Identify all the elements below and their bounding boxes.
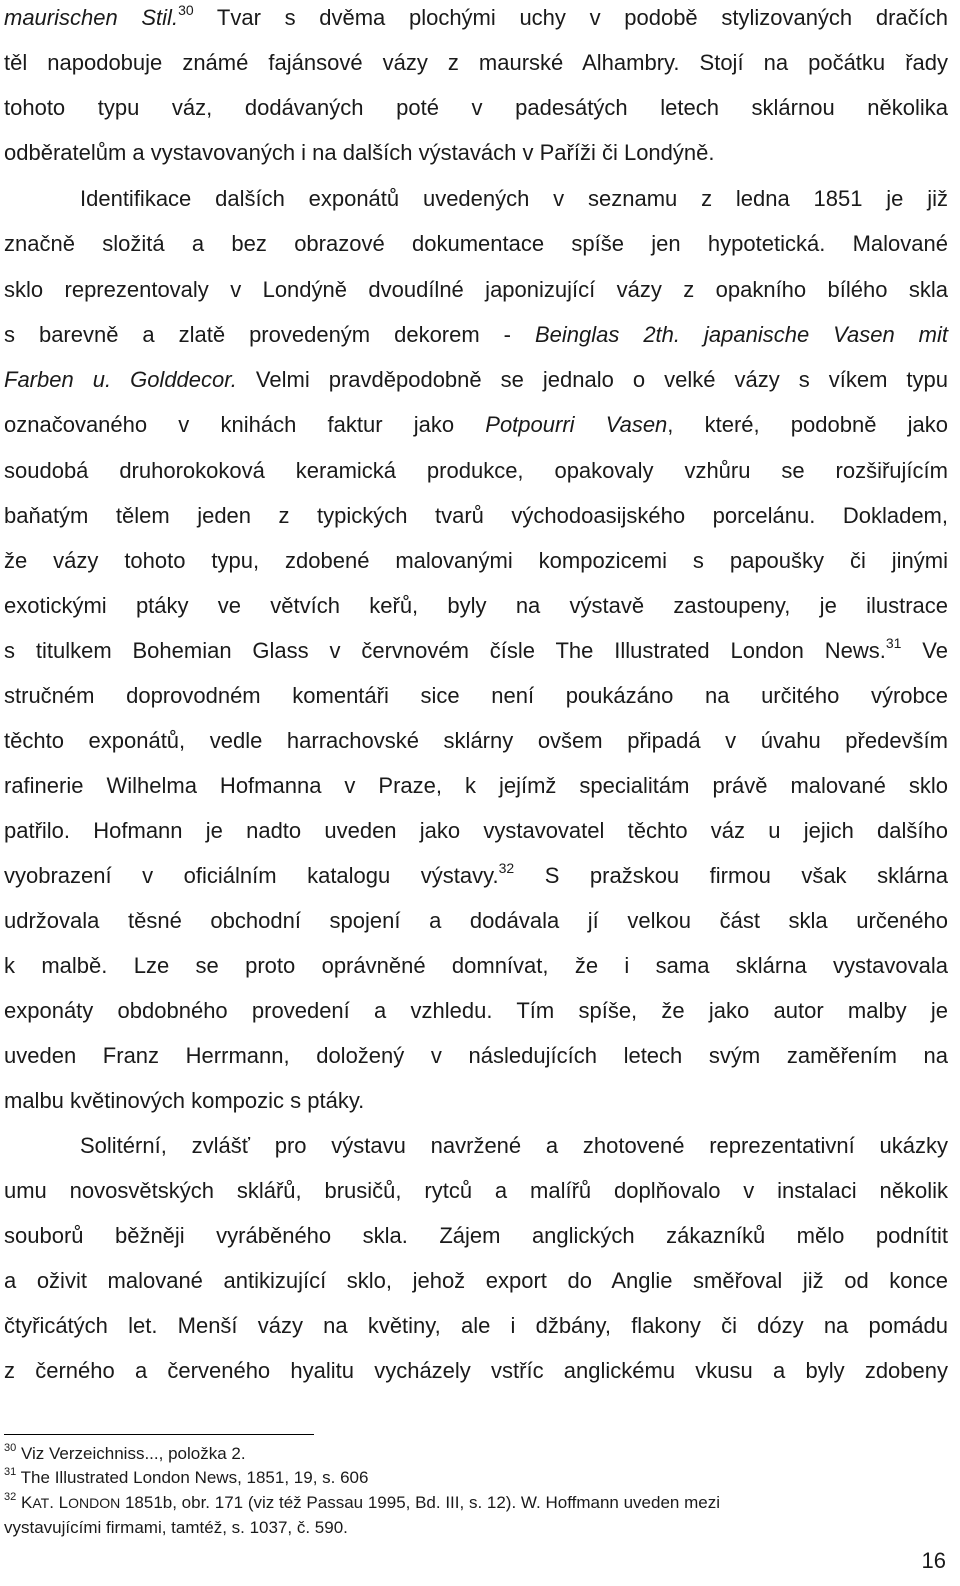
- text-line: malbu květinových kompozic s ptáky.: [4, 1088, 365, 1113]
- text-line: stručném doprovodném komentáři sice není poukázáno na určitého výrobce: [4, 683, 948, 708]
- text-line: tohoto typu váz, dodávaných poté v padesátých letech sklárnou několika: [4, 95, 948, 120]
- text-line: maurischen Stil.$^{30}$ Tvar s dvěma plochými uchy v podobě stylizovaných dračích: [4, 2, 948, 30]
- text-line: exotickými ptáky ve větvích keřů, byly na výstavě zastoupeny, je ilustrace: [4, 593, 948, 618]
- text-line: Farben u. Golddecor. Velmi pravděpodobně se jednalo o velké vázy s víkem typu: [4, 367, 949, 392]
- text-line: patřilo. Hofmann je nadto uveden jako vystavovatel těchto váz u jejich dalšího: [4, 818, 948, 843]
- footnote-32-continuation: vystavujícími firmami, tamtéž, s. 1037, č. 590.: [4, 1518, 348, 1537]
- footnote-ref-31[interactable]: 31: [885, 635, 902, 651]
- text-line: souborů běžněji vyráběného skla. Zájem anglických zákazníků mělo podnítit: [4, 1223, 948, 1248]
- text-line: označovaného v knihách faktur jako Potpourri Vasen, které, podobně jako: [4, 412, 948, 437]
- text-line: k malbě. Lze se proto oprávněné domnívat, že i sama sklárna vystavovala: [4, 953, 948, 978]
- paragraph-start-line: Solitérní, zvlášť pro výstavu navržené a zhotovené reprezentativní ukázky: [80, 1133, 948, 1158]
- footnote-separator: [4, 1434, 314, 1435]
- page-number: 16: [921, 1548, 946, 1573]
- footnote-ref-32[interactable]: 32: [498, 860, 515, 876]
- text-line: čtyřicátých let. Menší vázy na květiny, ale i džbány, flakony či dózy na pomádu: [4, 1313, 948, 1338]
- text-line: sklo reprezentovaly v Londýně dvoudílné japonizující vázy z opakního bílého skla: [4, 277, 948, 302]
- footnote-31: $^{31}$ The Illustrated London News, 1851, 19, s. 606: [4, 1466, 369, 1487]
- text-line: s barevně a zlatě provedeným dekorem - Beinglas 2th. japanische Vasen mit: [4, 322, 948, 347]
- text-line: značně složitá a bez obrazové dokumentace spíše jen hypotetická. Malované: [4, 231, 948, 256]
- text-line: uveden Franz Herrmann, doložený v následujících letech svým zaměřením na: [4, 1043, 948, 1068]
- text-line: baňatým tělem jeden z typických tvarů východoasijského porcelánu. Dokladem,: [4, 503, 948, 528]
- text-line: těchto exponátů, vedle harrachovské sklárny ovšem připadá v úvahu především: [4, 728, 948, 753]
- paragraph-start-line: Identifikace dalších exponátů uvedených v seznamu z ledna 1851 je již: [80, 186, 948, 211]
- text-line: odběratelům a vystavovaných i na dalších výstavách v Paříži či Londýně.: [4, 140, 715, 165]
- text-line: rafinerie Wilhelma Hofmanna v Praze, k jejímž specialitám právě malované sklo: [4, 773, 948, 798]
- footnote-30: $^{30}$ Viz Verzeichniss..., položka 2.: [4, 1442, 246, 1463]
- text-line: s titulkem Bohemian Glass v červnovém čísle The Illustrated London News.$^{31}$ Ve: [4, 635, 948, 663]
- text-line: umu novosvětských sklářů, brusičů, rytců a malířů doplňovalo v instalaci několik: [4, 1178, 948, 1203]
- footnote-32: $^{32}$ KAT. LONDON 1851b, obr. 171 (viz též Passau 1995, Bd. III, s. 12). W. Hoffmann uveden mezi: [4, 1491, 720, 1512]
- text-line: soudobá druhorokoková keramická produkce, opakovaly vzhůru se rozšiřujícím: [4, 458, 948, 483]
- text-line: a oživit malované antikizující sklo, jehož export do Anglie směřoval již od konce: [4, 1268, 948, 1293]
- text-line: udržovala těsné obchodní spojení a dodávala jí velkou část skla určeného: [4, 908, 948, 933]
- text-line: těl napodobuje známé fajánsové vázy z maurské Alhambry. Stojí na počátku řady: [4, 50, 948, 75]
- footnote-ref-30[interactable]: 30: [178, 2, 194, 18]
- text-line: z černého a červeného hyalitu vycházely vstříc anglickému vkusu a byly zdobeny: [4, 1358, 948, 1383]
- text-line: že vázy tohoto typu, zdobené malovanými kompozicemi s papoušky či jinými: [4, 548, 948, 573]
- text-line: exponáty obdobného provedení a vzhledu. Tím spíše, že jako autor malby je: [4, 998, 948, 1023]
- text-line: vyobrazení v oficiálním katalogu výstavy.$^{32}$ S pražskou firmou však sklárna: [4, 860, 948, 888]
